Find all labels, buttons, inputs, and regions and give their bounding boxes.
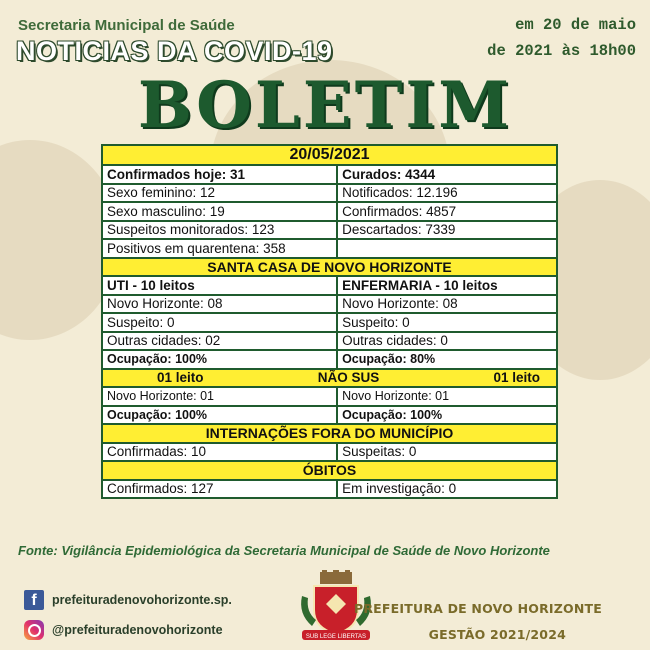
general-cell: Sexo masculino: 19 — [102, 202, 337, 221]
nao-sus-occupancy: Ocupação: 100% — [337, 406, 557, 425]
general-cell: Notificados: 12.196 — [337, 184, 557, 203]
nao-sus-cell: Novo Horizonte: 01 — [337, 387, 557, 406]
santa-casa-cell: Suspeito: 0 — [337, 313, 557, 332]
santa-casa-cell: Outras cidades: 02 — [102, 332, 337, 351]
general-cell: Confirmados: 4857 — [337, 202, 557, 221]
occupancy-cell: Ocupação: 80% — [337, 350, 557, 369]
general-cell: Positivos em quarentena: 358 — [102, 239, 337, 258]
department-name: Secretaria Municipal de Saúde — [18, 17, 235, 34]
gestao-label: GESTÃO 2021/2024 — [428, 627, 566, 642]
prefeitura-name: PREFEITURA DE NOVO HORIZONTE — [353, 601, 602, 616]
general-cell: Descartados: 7339 — [337, 221, 557, 240]
report-datetime — [487, 12, 636, 64]
facebook-handle: prefeituradenovohorizonte.sp. — [52, 593, 232, 607]
nao-sus-occupancy: Ocupação: 100% — [102, 406, 337, 425]
fora-cell: Suspeitas: 0 — [337, 443, 557, 462]
santa-casa-cell: Outras cidades: 0 — [337, 332, 557, 351]
obitos-cell: Confirmados: 127 — [102, 480, 337, 499]
instagram-link[interactable] — [24, 620, 223, 640]
headline: NOTICIAS DA COVID-19 — [16, 36, 333, 66]
crest-motto: SUB LEGE LIBERTAS — [305, 634, 367, 640]
santa-casa-cell: Novo Horizonte: 08 — [337, 295, 557, 314]
enfermaria-header: ENFERMARIA - 10 leitos — [337, 276, 557, 295]
general-cell: Confirmados hoje: 31 — [102, 165, 337, 184]
nao-sus-right: 01 leito — [493, 370, 540, 386]
general-cell — [337, 239, 557, 258]
fora-municipio-title: INTERNAÇÕES FORA DO MUNICÍPIO — [102, 424, 557, 443]
source-note: Fonte: Vigilância Epidemiológica da Secretaria Municipal de Saúde de Novo Horizonte — [18, 543, 550, 558]
santa-casa-cell: Suspeito: 0 — [102, 313, 337, 332]
date-line-2: de 2021 às 18h00 — [487, 42, 636, 60]
nao-sus-title: NÃO SUS — [317, 370, 380, 386]
bulletin-table — [101, 144, 558, 499]
general-cell: Curados: 4344 — [337, 165, 557, 184]
uti-header: UTI - 10 leitos — [102, 276, 337, 295]
fora-cell: Confirmadas: 10 — [102, 443, 337, 462]
facebook-link[interactable] — [24, 590, 232, 610]
nao-sus-row — [102, 369, 557, 388]
facebook-icon: f — [24, 590, 44, 610]
santa-casa-title: SANTA CASA DE NOVO HORIZONTE — [102, 258, 557, 277]
nao-sus-cell: Novo Horizonte: 01 — [102, 387, 337, 406]
santa-casa-cell: Novo Horizonte: 08 — [102, 295, 337, 314]
occupancy-cell: Ocupação: 100% — [102, 350, 337, 369]
date-line-1: em 20 de maio — [515, 16, 636, 34]
instagram-handle: @prefeituradenovohorizonte — [52, 623, 223, 637]
bulletin-date: 20/05/2021 — [102, 145, 557, 165]
general-cell: Suspeitos monitorados: 123 — [102, 221, 337, 240]
obitos-title: ÓBITOS — [102, 461, 557, 480]
instagram-icon — [24, 620, 44, 640]
general-cell: Sexo feminino: 12 — [102, 184, 337, 203]
obitos-cell: Em investigação: 0 — [337, 480, 557, 499]
page-title: BOLETIM — [137, 68, 513, 143]
nao-sus-left: 01 leito — [157, 370, 204, 386]
